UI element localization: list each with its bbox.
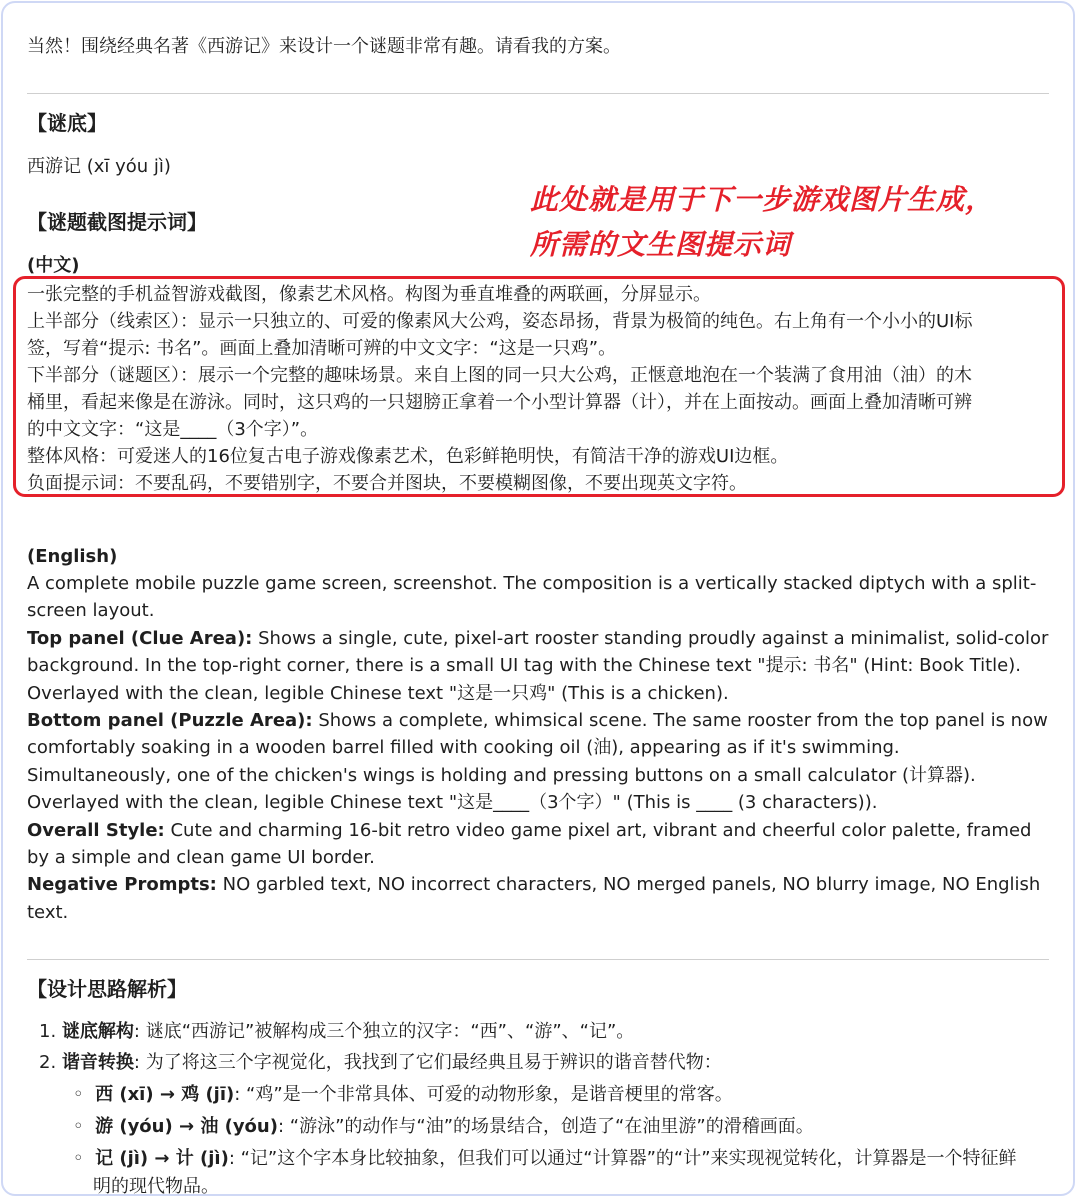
list-label: 记 (jì) → 计 (jì) — [95, 1148, 229, 1169]
list-text: : “记”这个字本身比较抽象，但我们可以通过“计算器”的“计”来实现视觉转化，计算器是一个特征鲜 — [228, 1148, 1017, 1169]
cn-line: 上半部分（线索区）：显示一只独立的、可爱的像素风大公鸡，姿态昂扬，背景为极简的纯色。右上角有一个小小的UI标 — [27, 311, 973, 332]
list-text: : “鸡”是一个非常具体、可爱的动物形象，是谐音梗里的常客。 — [234, 1084, 733, 1105]
bullet-item-ji-cont: 明的现代物品。 — [93, 1176, 219, 1196]
cn-line: 整体风格：可爱迷人的16位复古电子游戏像素艺术，色彩鲜艳明快，有简洁干净的游戏UI边框。 — [27, 446, 789, 467]
answer-card — [1, 1, 1075, 1196]
en-prompt — [27, 570, 1049, 926]
list-label: 谜底解构 — [61, 1021, 134, 1042]
cn-line: 一张完整的手机益智游戏截图，像素艺术风格。构图为垂直堆叠的两联画，分屏显示。 — [27, 284, 711, 305]
answer-text: 西游记 (xī yóu jì) — [27, 156, 171, 177]
en-item-text: Shows a single, cute, pixel-art rooster standing proudly against a minimalist, solid-color background. In the top-right corner, there is a small UI tag with the Chinese text "提示: 书名" (Hint: Book Title). Overlayed with the clean, legible Chinese text "这是一只鸡" (This is a chicken). — [27, 627, 1049, 704]
annotation-line-2: 所需的文生图提示词 — [530, 228, 792, 261]
list-text: : 谜底“西游记”被解构成三个独立的汉字：“西”、“游”、“记”。 — [133, 1021, 635, 1042]
divider — [27, 93, 1049, 94]
cn-label: (中文) — [27, 255, 80, 276]
list-number: 1. — [39, 1021, 57, 1042]
en-intro: A complete mobile puzzle game screen, screenshot. The composition is a vertically stacked diptych with a split-screen layout. — [27, 573, 1037, 622]
design-heading: 【设计思路解析】 — [27, 977, 187, 1001]
list-label: 谐音转换 — [61, 1052, 134, 1073]
cn-line: 负面提示词：不要乱码，不要错别字，不要合并图块，不要模糊图像，不要出现英文字符。 — [27, 473, 747, 494]
annotation-line-1: 此处就是用于下一步游戏图片生成， — [530, 183, 995, 216]
en-item-overall-style — [27, 817, 1049, 872]
en-item-top-panel — [27, 625, 1049, 707]
list-label: 游 (yóu) → 油 (yóu) — [95, 1116, 278, 1137]
answer-heading: 【谜底】 — [27, 111, 107, 135]
bullet-item-ji — [73, 1145, 1017, 1173]
cn-line: 的中文文字：“这是____（3个字）”。 — [27, 419, 319, 440]
en-item-label: Overall Style: — [27, 819, 165, 841]
bullet-icon: ◦ — [73, 1116, 84, 1137]
en-item-label: Top panel (Clue Area): — [27, 627, 253, 649]
list-text: : “游泳”的动作与“油”的场景结合，创造了“在油里游”的滑稽画面。 — [277, 1116, 814, 1137]
bullet-item-xi — [73, 1081, 733, 1109]
bullet-item-you — [73, 1113, 814, 1141]
cn-line: 下半部分（谜题区）：展示一个完整的趣味场景。来自上图的同一只大公鸡，正惬意地泡在一个装满了食用油（油）的木 — [27, 365, 972, 386]
en-item-text: NO garbled text, NO incorrect characters, NO merged panels, NO blurry image, NO English text. — [27, 874, 1041, 923]
list-number: 2. — [39, 1052, 57, 1073]
list-text: : 为了将这三个字视觉化，我找到了它们最经典且易于辨识的谐音替代物： — [133, 1052, 722, 1073]
en-item-negative-prompts — [27, 871, 1049, 926]
prompt-heading: 【谜题截图提示词】 — [27, 210, 207, 234]
ordered-item-1 — [39, 1018, 634, 1046]
intro-text: 当然！围绕经典名著《西游记》来设计一个谜题非常有趣。请看我的方案。 — [27, 36, 621, 57]
cn-line: 签，写着“提示: 书名”。画面上叠加清晰可辨的中文文字：“这是一只鸡”。 — [27, 338, 617, 359]
bullet-icon: ◦ — [73, 1084, 84, 1105]
ordered-item-2 — [39, 1049, 722, 1077]
en-item-text: Shows a complete, whimsical scene. The same rooster from the top panel is now comfortably soaking in a wooden barrel filled with cooking oil (油), appearing as if it's swimming. Simultaneously, one of the chicken's wings is holding and pressing buttons on a small calculator (计算器). Overlayed with the clean, legible Chinese text "这是____（3个字）" (This is ____ (3 characters)). — [27, 710, 1048, 814]
en-label: (English) — [27, 546, 118, 567]
en-item-label: Bottom panel (Puzzle Area): — [27, 710, 313, 732]
en-item-text: Cute and charming 16-bit retro video game pixel art, vibrant and cheerful color palette, framed by a simple and clean game UI border. — [27, 819, 1032, 869]
bullet-icon: ◦ — [73, 1148, 84, 1169]
divider — [27, 959, 1049, 960]
en-item-label: Negative Prompts: — [27, 874, 217, 896]
list-label: 西 (xī) → 鸡 (jī) — [95, 1084, 235, 1105]
en-item-bottom-panel — [27, 707, 1049, 817]
cn-line: 桶里，看起来像是在游泳。同时，这只鸡的一只翅膀正拿着一个小型计算器（计），并在上面按动。画面上叠加清晰可辨 — [27, 392, 972, 413]
